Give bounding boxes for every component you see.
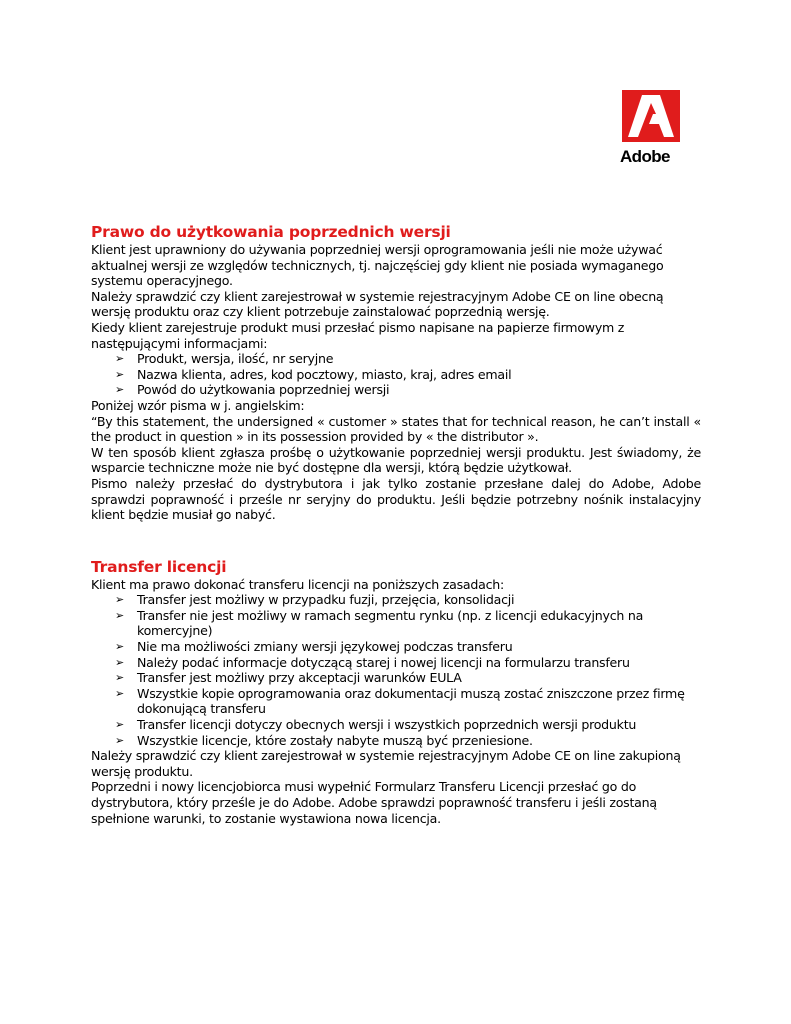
arrow-bullet-icon: ➢ xyxy=(115,686,124,700)
list-item: ➢ Powód do użytkowania poprzedniej wersji xyxy=(115,382,390,398)
arrow-bullet-icon: ➢ xyxy=(115,671,124,685)
adobe-logo-text: Adobe xyxy=(620,147,670,166)
arrow-bullet-icon: ➢ xyxy=(115,367,124,381)
list-item: ➢ Transfer nie jest możliwy w ramach segmentu rynku (np. z licencji edukacyjnych na komercyjne) xyxy=(115,607,644,639)
paragraph: Klient jest uprawniony do używania poprzedniej wersji oprogramowania jeśli nie może używać aktualnej wersji ze względów technicznych, tj. najczęściej gdy klient nie posiada wymaganego systemu operacyjnego. xyxy=(91,242,664,289)
arrow-bullet-icon: ➢ xyxy=(115,608,124,622)
list-item: ➢ Produkt, wersja, ilość, nr seryjne xyxy=(115,351,334,367)
list-item: ➢ Wszystkie licencje, które zostały nabyte muszą być przeniesione. xyxy=(115,732,533,748)
section-spacer xyxy=(91,523,701,557)
paragraph: Klient ma prawo dokonać transferu licencji na poniższych zasadach: xyxy=(91,576,504,592)
list-item: ➢ Transfer jest możliwy przy akceptacji warunków EULA xyxy=(115,670,462,686)
list-item: ➢ Należy podać informacje dotyczącą starej i nowej licencji na formularzu transferu xyxy=(115,654,630,670)
bullet-list xyxy=(91,592,701,748)
arrow-bullet-icon: ➢ xyxy=(115,733,124,747)
paragraph: Kiedy klient zarejestruje produkt musi przesłać pismo napisane na papierze firmowym z następującymi informacjami: xyxy=(91,319,625,351)
arrow-bullet-icon: ➢ xyxy=(115,352,124,366)
list-item: ➢ Wszystkie kopie oprogramowania oraz dokumentacji muszą zostać zniszczone przez firmę dokonującą transferu xyxy=(115,685,685,717)
paragraph: Pismo należy przesłać do dystrybutora i jak tylko zostanie przesłane dalej do Adobe, Adobe sprawdzi poprawność i prześle nr seryjny do produktu. Jeśli będzie potrzebny nośnik instalacyjny klient będzie musiał go nabyć. xyxy=(91,475,701,523)
section-title-license-transfer: Transfer licencji xyxy=(91,557,227,576)
paragraph: Poprzedni i nowy licencjobiorca musi wypełnić Formularz Transferu Licencji przesłać go do dystrybutora, który prześle je do Adobe. Adobe sprawdzi poprawność transferu i jeśli zostaną spełnione warunki, to zostanie wystawiona nowa licencja. xyxy=(91,779,657,826)
arrow-bullet-icon: ➢ xyxy=(115,718,124,732)
arrow-bullet-icon: ➢ xyxy=(115,640,124,654)
paragraph: Należy sprawdzić czy klient zarejestrował w systemie rejestracyjnym Adobe CE on line zakupioną wersję produktu. xyxy=(91,748,681,779)
arrow-bullet-icon: ➢ xyxy=(115,383,124,397)
arrow-bullet-icon: ➢ xyxy=(115,655,124,669)
adobe-logo-mark xyxy=(622,90,680,142)
list-item: ➢ Nie ma możliwości zmiany wersji językowej podczas transferu xyxy=(115,639,513,655)
list-item: ➢ Transfer licencji dotyczy obecnych wersji i wszystkich poprzednich wersji produktu xyxy=(115,717,637,733)
section-title-previous-versions: Prawo do użytkowania poprzednich wersji xyxy=(91,223,451,241)
paragraph-quote: “By this statement, the undersigned « customer » states that for technical reason, he can’t install « the product in question » in its possession provided by « the distributor ». xyxy=(91,413,701,445)
paragraph: Należy sprawdzić czy klient zarejestrował w systemie rejestracyjnym Adobe CE on line obecną wersję produktu oraz czy klient potrzebuje zainstalować poprzednią wersję. xyxy=(91,288,664,320)
list-item: ➢ Transfer jest możliwy w przypadku fuzji, przejęcia, konsolidacji xyxy=(115,592,515,608)
adobe-logo xyxy=(620,90,680,170)
paragraph: W ten sposób klient zgłasza prośbę o użytkowanie poprzedniej wersji produktu. Jest świadomy, że wsparcie techniczne może nie być dostępne dla wersji, którą będzie użytkował. xyxy=(91,444,701,476)
arrow-bullet-icon: ➢ xyxy=(115,593,124,607)
bullet-list xyxy=(91,351,701,398)
document-body xyxy=(91,222,701,826)
list-item: ➢ Nazwa klienta, adres, kod pocztowy, miasto, kraj, adres email xyxy=(115,366,512,382)
paragraph: Poniżej wzór pisma w j. angielskim: xyxy=(91,397,305,413)
